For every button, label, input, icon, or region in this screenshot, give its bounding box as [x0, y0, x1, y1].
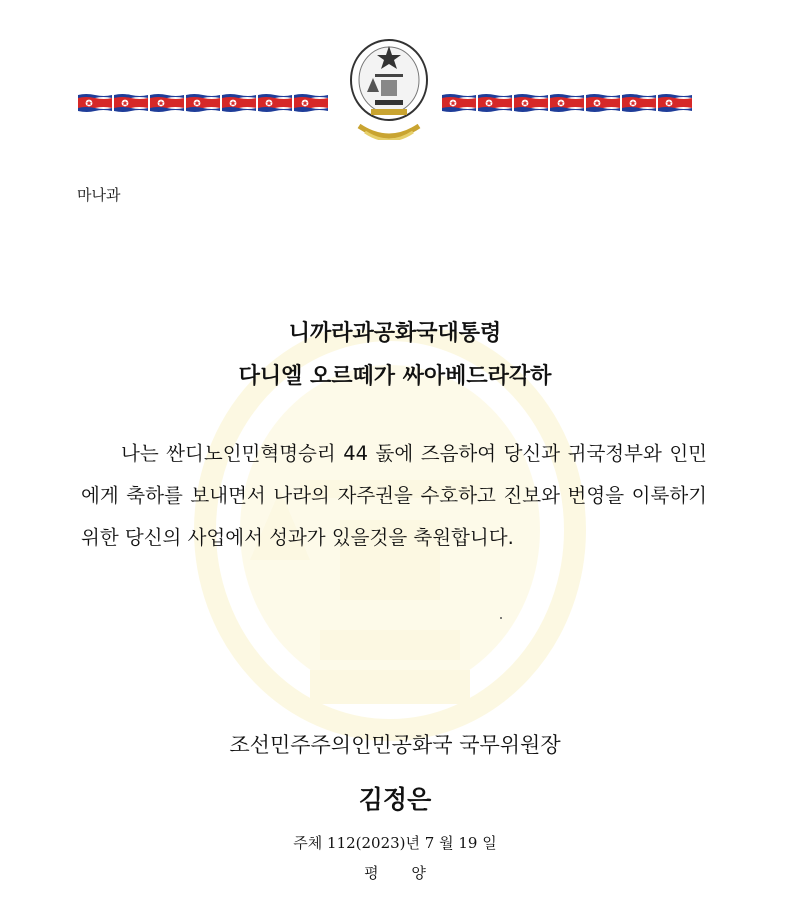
flag-row-left — [78, 92, 328, 132]
dprk-flag-icon — [442, 92, 476, 114]
national-emblem-icon — [345, 34, 433, 140]
dprk-flag-icon — [114, 92, 148, 114]
letter-header — [0, 28, 790, 148]
letter-body-text: 나는 싼디노인민혁명승리 44 돐에 즈음하여 당신과 귀국정부와 인민에게 축하를 보내면서 나라의 자주권을 수호하고 진보와 번영을 이룩하기 위한 당신의 사업에서 성과가 있을것을 축원합니다. — [81, 442, 707, 549]
dprk-flag-icon — [550, 92, 584, 114]
dprk-flag-icon — [478, 92, 512, 114]
dprk-flag-icon — [150, 92, 184, 114]
dprk-flag-icon — [222, 92, 256, 114]
letter-body — [81, 433, 707, 559]
dprk-flag-icon — [586, 92, 620, 114]
dprk-flag-icon — [622, 92, 656, 114]
dprk-flag-icon — [78, 92, 112, 114]
decorative-dot — [500, 617, 502, 619]
dprk-flag-icon — [514, 92, 548, 114]
dprk-flag-icon — [258, 92, 292, 114]
recipient-title: 니까라과공화국대통령 — [288, 321, 502, 346]
sender-signature: 김정은 — [358, 785, 432, 814]
letter-date: 주체 112(2023)년 7 월 19 일 — [293, 834, 497, 852]
dprk-flag-icon — [658, 92, 692, 114]
dprk-flag-icon — [294, 92, 328, 114]
letter-place: 평 양 — [364, 864, 440, 882]
recipient-name: 다니엘 오르떼가 싸아베드라각하 — [238, 364, 552, 389]
addressee-city: 마나과 — [77, 186, 121, 204]
dprk-flag-icon — [186, 92, 220, 114]
sender-title: 조선민주주의인민공화국 국무위원장 — [229, 733, 561, 757]
flag-row-right — [442, 92, 692, 132]
